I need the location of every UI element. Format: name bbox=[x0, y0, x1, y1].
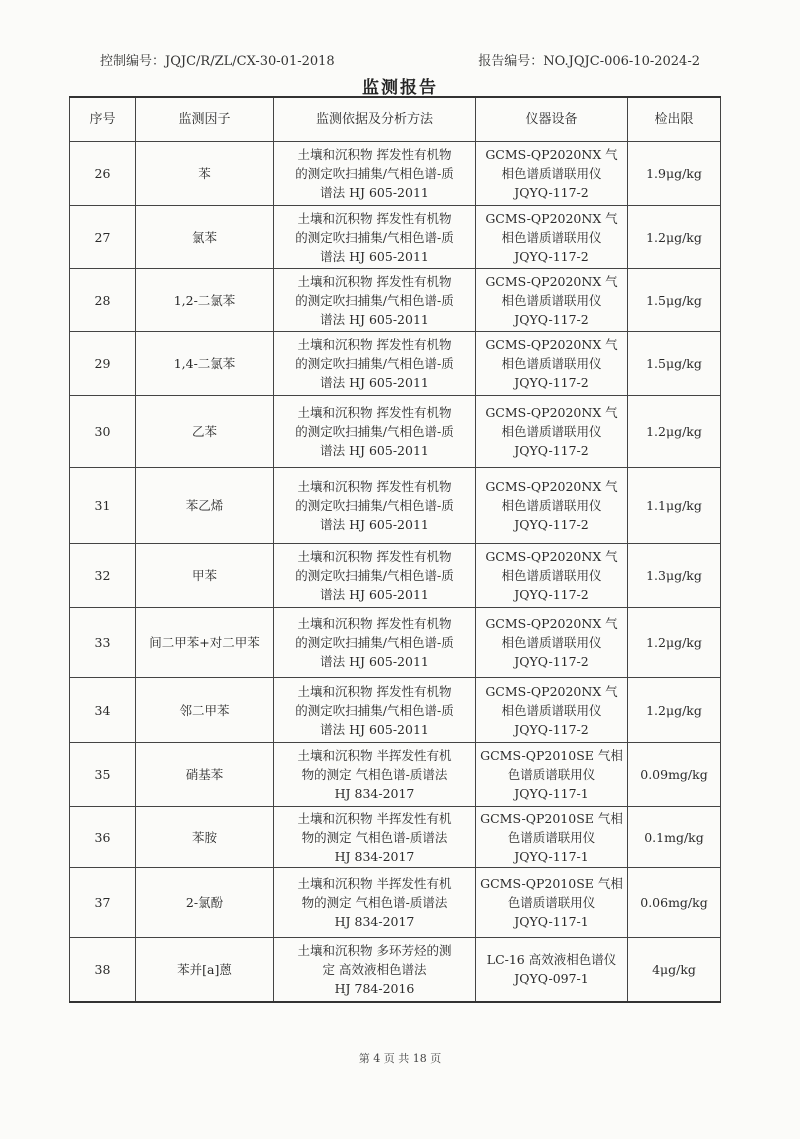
cell-method bbox=[274, 332, 476, 396]
method-line: 的测定吹扫捕集/气相色谱-质 bbox=[295, 424, 454, 439]
instrument-line: JQYQ-117-2 bbox=[514, 654, 589, 669]
cell-factor: 苯乙烯 bbox=[136, 468, 274, 544]
col-header-factor: 监测因子 bbox=[136, 97, 274, 142]
method-line: HJ 834-2017 bbox=[334, 914, 415, 929]
instrument-line: 相色谱质谱联用仪 bbox=[501, 568, 602, 583]
cell-method bbox=[274, 938, 476, 1002]
method-line: 物的测定 气相色谱-质谱法 bbox=[301, 767, 448, 782]
report-number: 报告编号：NO.JQJC-006-10-2024-2 bbox=[478, 54, 700, 69]
cell-method bbox=[274, 743, 476, 807]
cell-limit: 1.5μg/kg bbox=[628, 332, 721, 396]
cell-instrument bbox=[476, 678, 628, 743]
cell-no: 37 bbox=[70, 868, 136, 938]
instrument-line: JQYQ-117-2 bbox=[514, 517, 589, 532]
table-row bbox=[70, 468, 721, 544]
method-line: HJ 834-2017 bbox=[334, 786, 415, 801]
method-line: 物的测定 气相色谱-质谱法 bbox=[301, 895, 448, 910]
instrument-line: 相色谱质谱联用仪 bbox=[501, 292, 602, 308]
table-row bbox=[70, 807, 721, 868]
method-line: HJ 784-2016 bbox=[334, 980, 415, 996]
cell-factor: 苯 bbox=[136, 142, 274, 206]
instrument-line: GCMS-QP2020NX 气 bbox=[485, 549, 618, 564]
instrument-line: JQYQ-117-2 bbox=[514, 721, 589, 737]
method-line: 的测定吹扫捕集/气相色谱-质 bbox=[295, 635, 454, 650]
cell-limit: 1.2μg/kg bbox=[628, 206, 721, 269]
cell-no: 31 bbox=[70, 468, 136, 544]
cell-factor: 硝基苯 bbox=[136, 743, 274, 807]
table-row bbox=[70, 608, 721, 678]
instrument-line: JQYQ-117-2 bbox=[514, 443, 589, 458]
instrument-line: GCMS-QP2020NX 气 bbox=[485, 210, 618, 226]
table-row bbox=[70, 396, 721, 468]
table-row bbox=[70, 142, 721, 206]
cell-no: 30 bbox=[70, 396, 136, 468]
cell-instrument bbox=[476, 608, 628, 678]
cell-instrument bbox=[476, 468, 628, 544]
instrument-line: GCMS-QP2020NX 气 bbox=[485, 337, 618, 352]
instrument-line: JQYQ-097-1 bbox=[514, 971, 589, 987]
instrument-line: GCMS-QP2020NX 气 bbox=[485, 479, 618, 494]
instrument-line: GCMS-QP2010SE 气相 bbox=[480, 748, 623, 763]
cell-factor: 1,2-二氯苯 bbox=[136, 269, 274, 332]
method-line: 土壤和沉积物 挥发性有机物 bbox=[297, 683, 452, 699]
method-line: 土壤和沉积物 挥发性有机物 bbox=[297, 147, 452, 162]
cell-limit: 4μg/kg bbox=[628, 938, 721, 1002]
method-line: 定 高效液相色谱法 bbox=[322, 961, 427, 977]
instrument-line: 相色谱质谱联用仪 bbox=[501, 356, 602, 371]
cell-instrument bbox=[476, 396, 628, 468]
cell-limit: 1.2μg/kg bbox=[628, 608, 721, 678]
method-line: 土壤和沉积物 半挥发性有机 bbox=[297, 748, 452, 763]
cell-method bbox=[274, 544, 476, 608]
instrument-line: JQYQ-117-1 bbox=[514, 914, 589, 929]
cell-limit: 1.3μg/kg bbox=[628, 544, 721, 608]
instrument-line: GCMS-QP2010SE 气相 bbox=[480, 810, 623, 826]
instrument-line: 色谱质谱联用仪 bbox=[507, 829, 596, 845]
cell-method bbox=[274, 868, 476, 938]
cell-factor: 邻二甲苯 bbox=[136, 678, 274, 743]
cell-instrument bbox=[476, 938, 628, 1002]
cell-method bbox=[274, 678, 476, 743]
cell-no: 33 bbox=[70, 608, 136, 678]
cell-no: 26 bbox=[70, 142, 136, 206]
instrument-line: JQYQ-117-2 bbox=[514, 185, 589, 200]
cell-factor: 氯苯 bbox=[136, 206, 274, 269]
instrument-line: JQYQ-117-1 bbox=[514, 848, 589, 864]
instrument-line: GCMS-QP2010SE 气相 bbox=[480, 876, 623, 891]
table-row bbox=[70, 544, 721, 608]
table-row bbox=[70, 678, 721, 743]
cell-factor: 甲苯 bbox=[136, 544, 274, 608]
method-line: 的测定吹扫捕集/气相色谱-质 bbox=[295, 702, 454, 718]
cell-no: 36 bbox=[70, 807, 136, 868]
instrument-line: 相色谱质谱联用仪 bbox=[501, 498, 602, 513]
method-line: 土壤和沉积物 挥发性有机物 bbox=[297, 405, 452, 420]
method-line: 土壤和沉积物 挥发性有机物 bbox=[297, 549, 452, 564]
method-line: HJ 834-2017 bbox=[334, 848, 415, 864]
method-line: 谱法 HJ 605-2011 bbox=[320, 721, 429, 737]
cell-limit: 1.5μg/kg bbox=[628, 269, 721, 332]
method-line: 土壤和沉积物 挥发性有机物 bbox=[297, 273, 452, 289]
instrument-line: JQYQ-117-1 bbox=[514, 786, 589, 801]
method-line: 谱法 HJ 605-2011 bbox=[320, 654, 429, 669]
cell-method bbox=[274, 807, 476, 868]
method-line: 谱法 HJ 605-2011 bbox=[320, 517, 429, 532]
method-line: 土壤和沉积物 半挥发性有机 bbox=[297, 810, 452, 826]
cell-method bbox=[274, 468, 476, 544]
cell-limit: 0.06mg/kg bbox=[628, 868, 721, 938]
instrument-line: 相色谱质谱联用仪 bbox=[501, 229, 602, 245]
cell-limit: 0.1mg/kg bbox=[628, 807, 721, 868]
cell-no: 27 bbox=[70, 206, 136, 269]
method-line: 土壤和沉积物 挥发性有机物 bbox=[297, 479, 452, 494]
cell-no: 34 bbox=[70, 678, 136, 743]
cell-no: 32 bbox=[70, 544, 136, 608]
table-row bbox=[70, 332, 721, 396]
cell-instrument bbox=[476, 544, 628, 608]
instrument-line: 色谱质谱联用仪 bbox=[507, 767, 596, 782]
instrument-line: GCMS-QP2020NX 气 bbox=[485, 616, 618, 631]
cell-instrument bbox=[476, 332, 628, 396]
page-footer: 第 4 页 共 18 页 bbox=[358, 1052, 442, 1065]
monitoring-table bbox=[69, 96, 721, 1003]
control-number: 控制编号：JQJC/R/ZL/CX-30-01-2018 bbox=[100, 54, 335, 69]
method-line: 谱法 HJ 605-2011 bbox=[320, 185, 429, 200]
instrument-line: GCMS-QP2020NX 气 bbox=[485, 147, 618, 162]
instrument-line: 相色谱质谱联用仪 bbox=[501, 424, 602, 439]
cell-instrument bbox=[476, 743, 628, 807]
col-header-limit: 检出限 bbox=[628, 97, 721, 142]
method-line: 谱法 HJ 605-2011 bbox=[320, 248, 429, 264]
instrument-line: 相色谱质谱联用仪 bbox=[501, 166, 602, 181]
cell-no: 38 bbox=[70, 938, 136, 1002]
cell-instrument bbox=[476, 142, 628, 206]
instrument-line: GCMS-QP2020NX 气 bbox=[485, 405, 618, 420]
instrument-line: LC-16 高效液相色谱仪 bbox=[486, 952, 617, 968]
cell-factor: 乙苯 bbox=[136, 396, 274, 468]
page-title: 监测报告 bbox=[362, 78, 438, 98]
cell-limit: 1.2μg/kg bbox=[628, 678, 721, 743]
method-line: 的测定吹扫捕集/气相色谱-质 bbox=[295, 229, 454, 245]
instrument-line: 色谱质谱联用仪 bbox=[507, 895, 596, 910]
cell-instrument bbox=[476, 868, 628, 938]
method-line: 谱法 HJ 605-2011 bbox=[320, 443, 429, 458]
method-line: 土壤和沉积物 挥发性有机物 bbox=[297, 210, 452, 226]
method-line: 谱法 HJ 605-2011 bbox=[320, 311, 429, 327]
cell-no: 35 bbox=[70, 743, 136, 807]
method-line: 的测定吹扫捕集/气相色谱-质 bbox=[295, 356, 454, 371]
table-header-row bbox=[70, 97, 721, 142]
cell-method bbox=[274, 608, 476, 678]
cell-factor: 苯胺 bbox=[136, 807, 274, 868]
col-header-method: 监测依据及分析方法 bbox=[274, 97, 476, 142]
method-line: 谱法 HJ 605-2011 bbox=[320, 587, 429, 602]
cell-limit: 1.1μg/kg bbox=[628, 468, 721, 544]
cell-method bbox=[274, 269, 476, 332]
method-line: 的测定吹扫捕集/气相色谱-质 bbox=[295, 498, 454, 513]
cell-factor: 1,4-二氯苯 bbox=[136, 332, 274, 396]
cell-instrument bbox=[476, 807, 628, 868]
cell-factor: 苯并[a]蒽 bbox=[136, 938, 274, 1002]
method-line: 的测定吹扫捕集/气相色谱-质 bbox=[295, 166, 454, 181]
cell-limit: 1.2μg/kg bbox=[628, 396, 721, 468]
instrument-line: JQYQ-117-2 bbox=[514, 375, 589, 390]
method-line: 土壤和沉积物 多环芳烃的测 bbox=[297, 942, 452, 958]
cell-method bbox=[274, 142, 476, 206]
cell-no: 29 bbox=[70, 332, 136, 396]
col-header-instrument: 仪器设备 bbox=[476, 97, 628, 142]
table-row bbox=[70, 206, 721, 269]
cell-method bbox=[274, 396, 476, 468]
cell-no: 28 bbox=[70, 269, 136, 332]
instrument-line: GCMS-QP2020NX 气 bbox=[485, 273, 618, 289]
method-line: 谱法 HJ 605-2011 bbox=[320, 375, 429, 390]
table-row bbox=[70, 938, 721, 1002]
cell-limit: 1.9μg/kg bbox=[628, 142, 721, 206]
cell-instrument bbox=[476, 269, 628, 332]
cell-instrument bbox=[476, 206, 628, 269]
instrument-line: JQYQ-117-2 bbox=[514, 311, 589, 327]
cell-factor: 2-氯酚 bbox=[136, 868, 274, 938]
cell-limit: 0.09mg/kg bbox=[628, 743, 721, 807]
instrument-line: JQYQ-117-2 bbox=[514, 248, 589, 264]
method-line: 的测定吹扫捕集/气相色谱-质 bbox=[295, 292, 454, 308]
cell-method bbox=[274, 206, 476, 269]
cell-factor: 间二甲苯+对二甲苯 bbox=[136, 608, 274, 678]
method-line: 物的测定 气相色谱-质谱法 bbox=[301, 829, 448, 845]
table-row bbox=[70, 868, 721, 938]
instrument-line: GCMS-QP2020NX 气 bbox=[485, 683, 618, 699]
col-header-no: 序号 bbox=[70, 97, 136, 142]
instrument-line: 相色谱质谱联用仪 bbox=[501, 702, 602, 718]
method-line: 土壤和沉积物 挥发性有机物 bbox=[297, 616, 452, 631]
instrument-line: JQYQ-117-2 bbox=[514, 587, 589, 602]
instrument-line: 相色谱质谱联用仪 bbox=[501, 635, 602, 650]
method-line: 的测定吹扫捕集/气相色谱-质 bbox=[295, 568, 454, 583]
method-line: 土壤和沉积物 半挥发性有机 bbox=[297, 876, 452, 891]
table-row bbox=[70, 269, 721, 332]
table-row bbox=[70, 743, 721, 807]
method-line: 土壤和沉积物 挥发性有机物 bbox=[297, 337, 452, 352]
